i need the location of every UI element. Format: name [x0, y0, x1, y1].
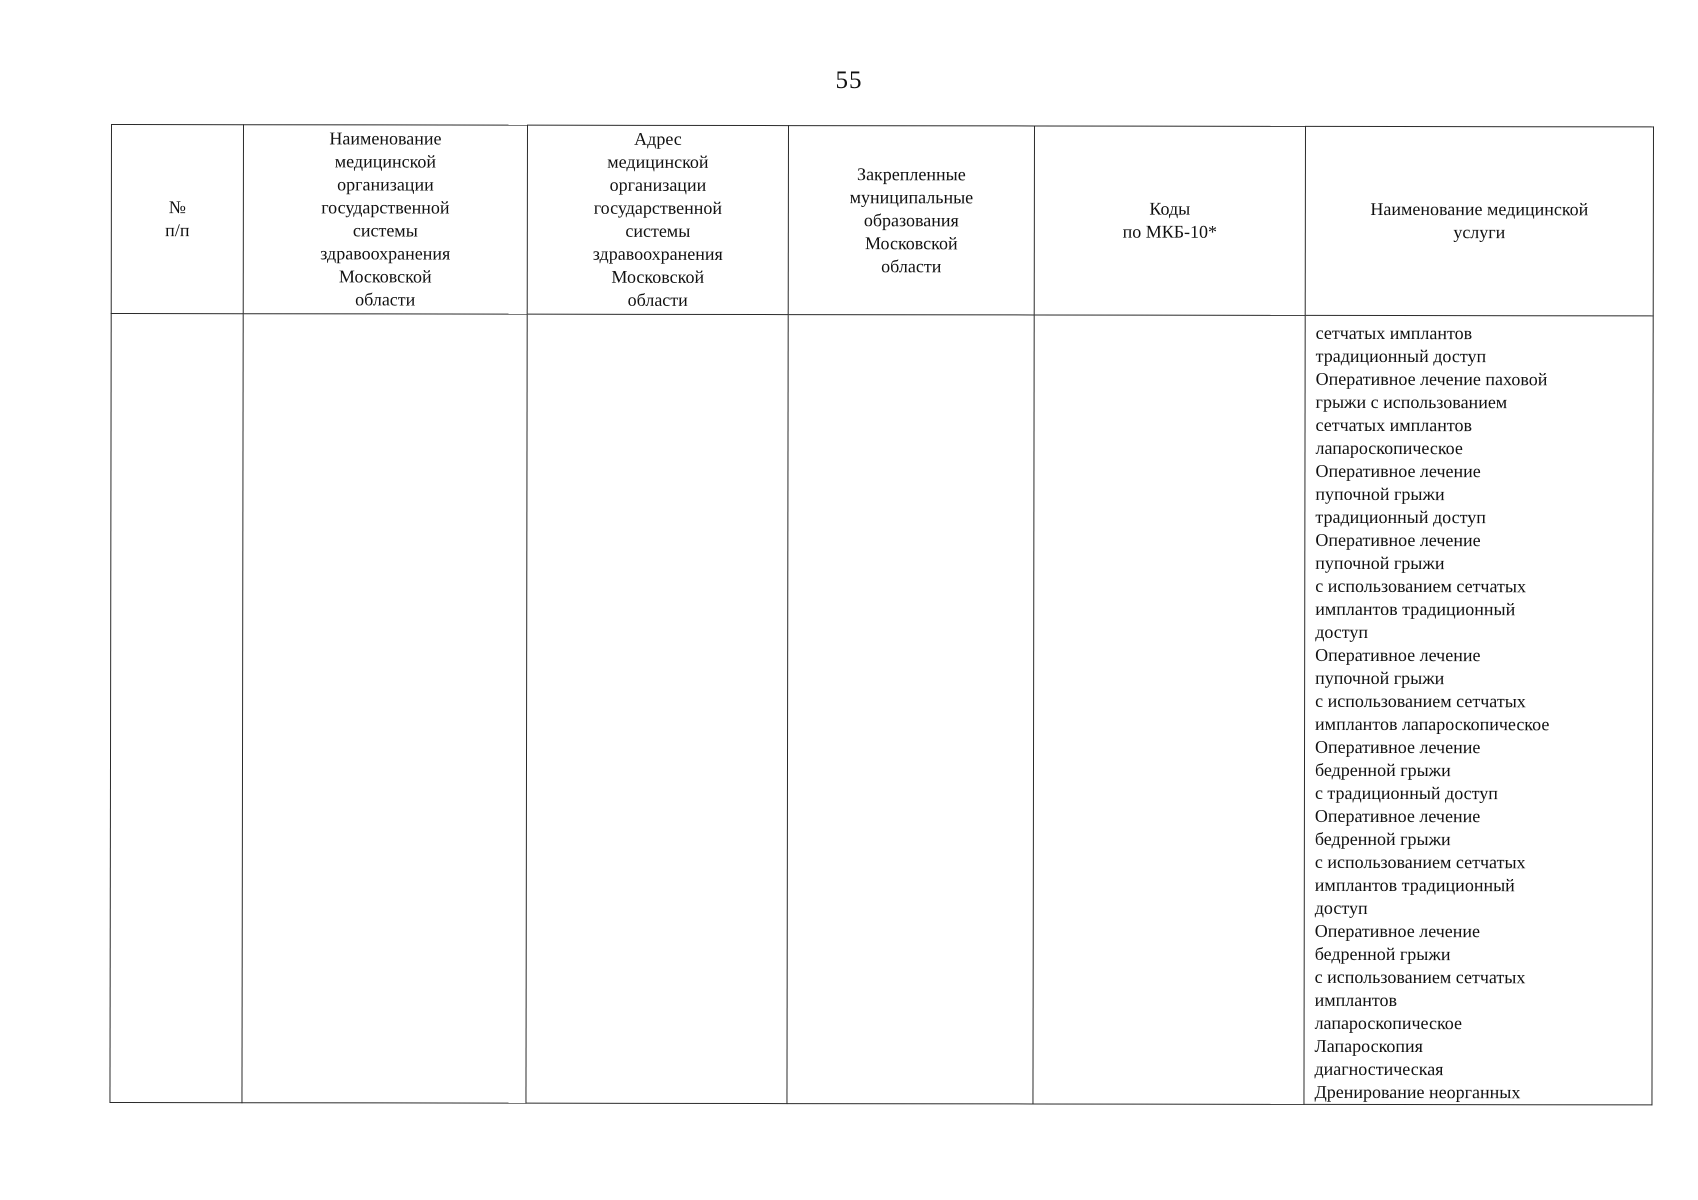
cell-address: [526, 314, 788, 1103]
page-number: 55: [835, 67, 863, 94]
header-number-label: № п/п: [165, 197, 190, 241]
services-table: [109, 124, 1654, 1105]
header-address-label: Адрес медицинской организации государственной системы здравоохранения Московской области: [592, 128, 723, 310]
header-municipalities-label: Закрепленные муниципальные образования Московской области: [849, 163, 974, 276]
cell-services: [1304, 315, 1653, 1105]
header-icd-codes-label: Коды по МКБ-10*: [1122, 198, 1218, 242]
cell-organization: [242, 314, 527, 1103]
header-address: [527, 125, 788, 314]
table-row: [110, 314, 1653, 1105]
header-number: [111, 125, 243, 314]
header-icd-codes: [1034, 126, 1305, 315]
table-header-row: [111, 125, 1653, 316]
cell-icd-codes: [1033, 315, 1305, 1104]
cell-municipalities: [787, 315, 1034, 1104]
cell-number: [110, 314, 243, 1103]
header-service-name-label: Наименование медицинской услуги: [1370, 198, 1589, 243]
header-service-name: [1305, 126, 1653, 316]
header-organization-label: Наименование медицинской организации государственной системы здравоохранения Московской области: [320, 128, 451, 310]
header-municipalities: [788, 126, 1034, 315]
service-list: сетчатых имплантов традиционный доступ Оперативное лечение паховой грыжи с использованием сетчатых имплантов лапароскопическое Оперативное лечение пупочной грыжи традиционный доступ Оперативное лечение пупочной грыжи с использованием сетчатых имплантов традиционный доступ Оперативное лечение пупочной грыжи с использованием сетчатых имплантов лапароскопическое Оперативное лечение бедренной грыжи с традиционный доступ Оперативное лечение бедренной грыжи с использованием сетчатых имплантов традиционный доступ Оперативное лечение бедренной грыжи с использованием сетчатых имплантов лапароскопическое Лапароскопия диагностическая Дренирование неорганных: [1314, 322, 1550, 1103]
header-organization: [243, 125, 527, 314]
